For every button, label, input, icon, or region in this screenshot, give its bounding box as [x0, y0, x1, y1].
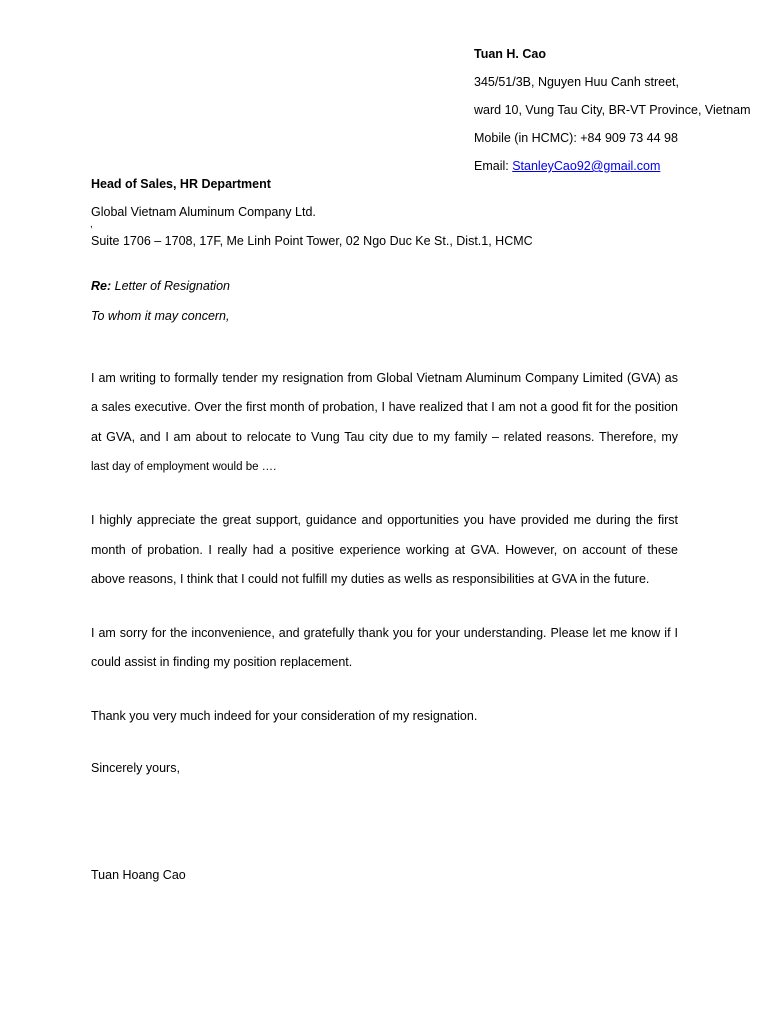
recipient-title: Head of Sales, HR Department	[91, 177, 271, 191]
sender-address-line2: ward 10, Vung Tau City, BR-VT Province, Vietnam	[474, 103, 751, 117]
signature-name: Tuan Hoang Cao	[91, 868, 186, 882]
sender-name: Tuan H. Cao	[474, 47, 546, 61]
paragraph-line: last day of employment would be ….	[91, 461, 277, 473]
sender-email-line	[474, 158, 660, 174]
paragraph-line: I highly appreciate the great support, guidance and opportunities you have provided me during the first	[91, 513, 678, 527]
stray-comma: ,	[90, 219, 93, 230]
subject-label: Re:	[91, 279, 112, 293]
paragraph-line: above reasons, I think that I could not fulfill my duties as wells as responsibilities at GVA in the future.	[91, 572, 650, 586]
subject-line	[91, 278, 230, 294]
paragraph-line: at GVA, and I am about to relocate to Vung Tau city due to my family – related reasons. Therefore, my	[91, 430, 678, 444]
closing: Sincerely yours,	[91, 761, 180, 775]
sender-address-line1: 345/51/3B, Nguyen Huu Canh street,	[474, 75, 679, 89]
recipient-company: Global Vietnam Aluminum Company Ltd.	[91, 205, 316, 219]
sender-mobile: Mobile (in HCMC): +84 909 73 44 98	[474, 131, 678, 145]
paragraph-line: could assist in finding my position replacement.	[91, 655, 353, 669]
sender-email-label: Email:	[474, 159, 513, 173]
body-paragraph-4: Thank you very much indeed for your consideration of my resignation.	[91, 709, 478, 723]
paragraph-line: month of probation. I really had a positive experience working at GVA. However, on account of these	[91, 543, 678, 557]
recipient-address: Suite 1706 – 1708, 17F, Me Linh Point Tower, 02 Ngo Duc Ke St., Dist.1, HCMC	[91, 234, 533, 248]
paragraph-line: I am sorry for the inconvenience, and gratefully thank you for your understanding. Please let me know if I	[91, 626, 678, 640]
salutation: To whom it may concern,	[91, 309, 230, 323]
subject-text: Letter of Resignation	[111, 279, 230, 293]
sender-email-link[interactable]: StanleyCao92@gmail.com	[512, 159, 661, 173]
paragraph-line: I am writing to formally tender my resignation from Global Vietnam Aluminum Company Limited (GVA) as	[91, 371, 678, 385]
paragraph-line: a sales executive. Over the first month of probation, I have realized that I am not a good fit for the position	[91, 400, 678, 414]
